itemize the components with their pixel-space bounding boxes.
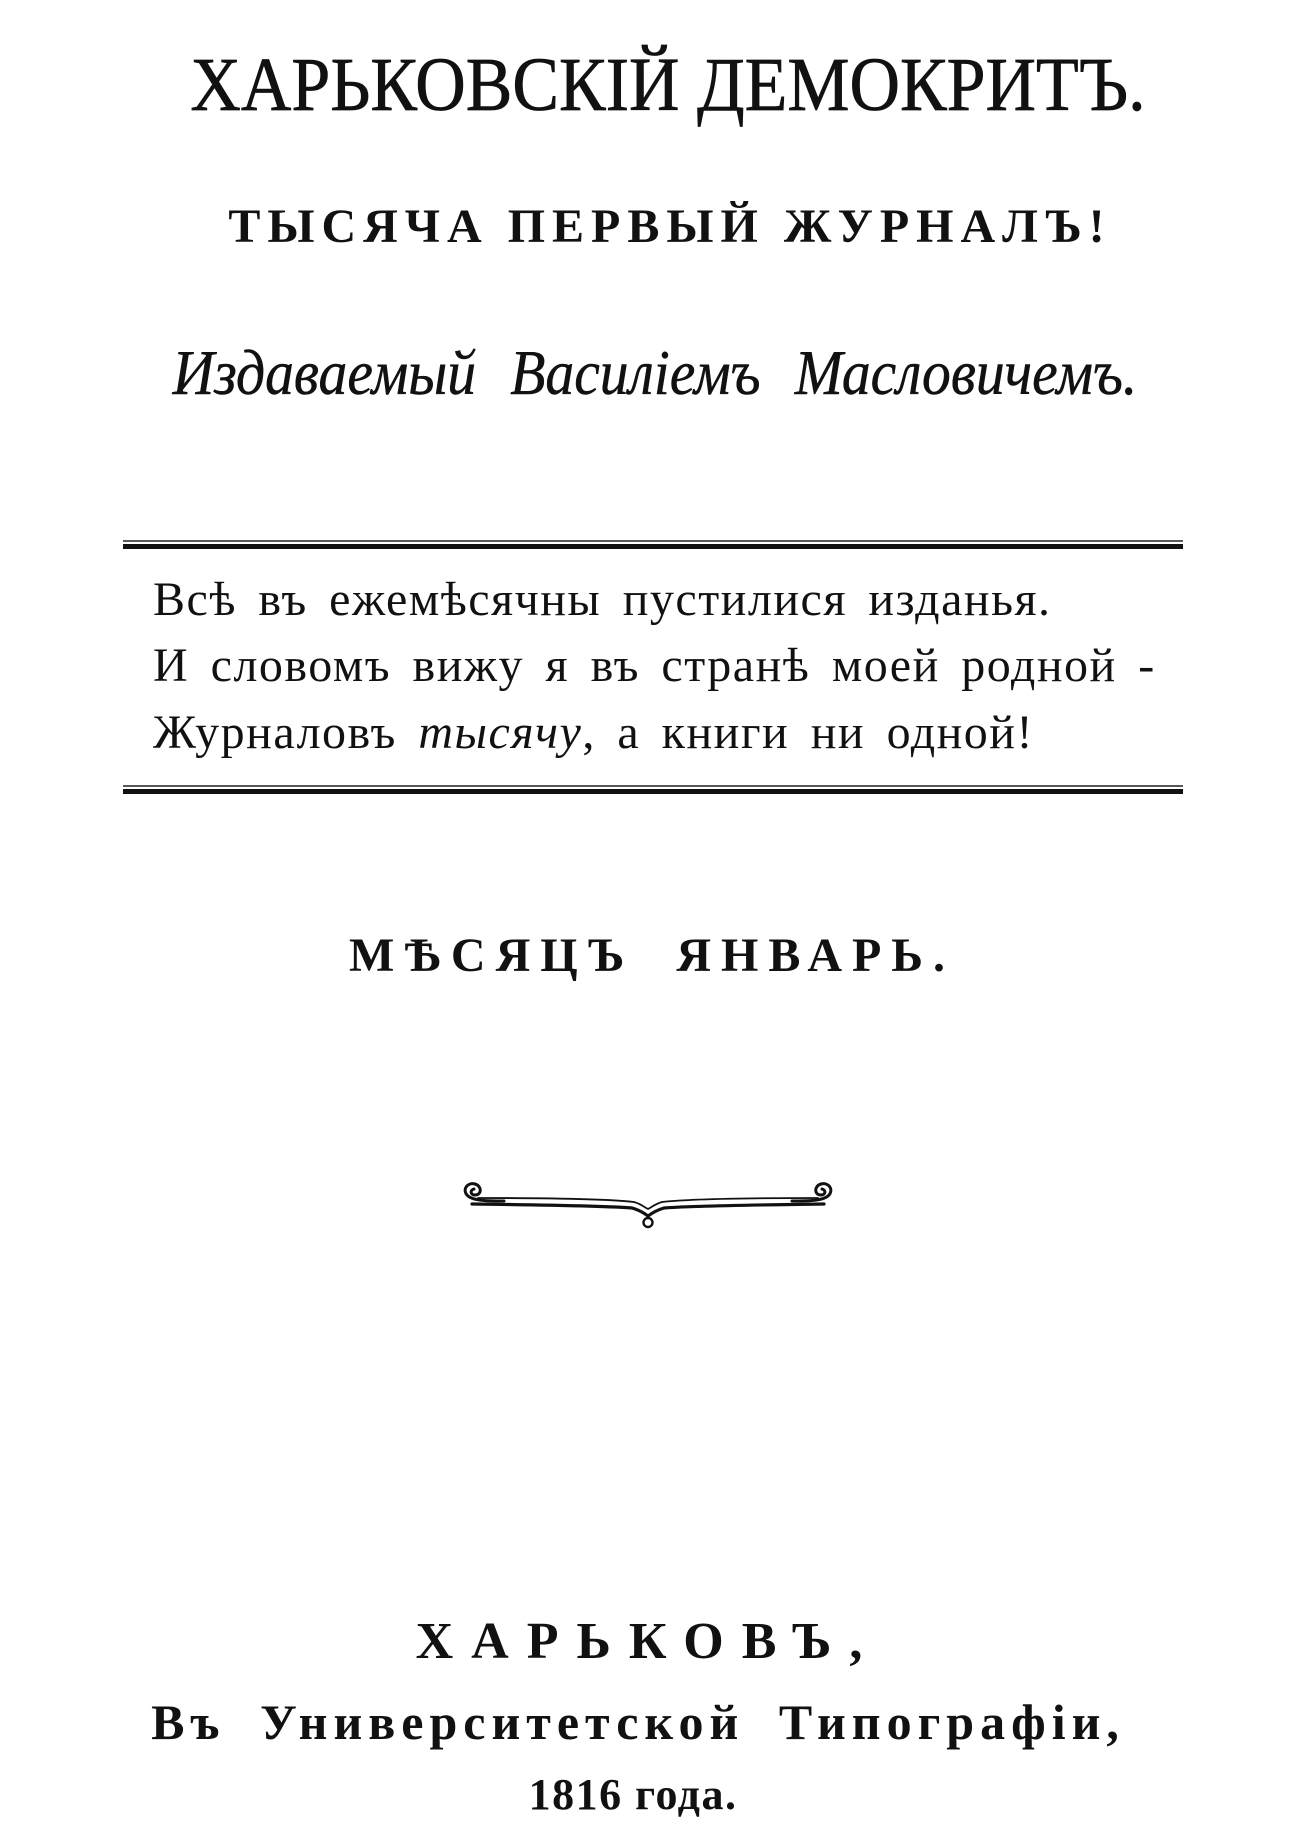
imprint-year: 1816 года. <box>528 1770 738 1819</box>
journal-title: ХАРЬКОВСКІЙ ДЕМОКРИТЪ. <box>190 43 1146 127</box>
imprint-city: ХАРЬКОВЪ, <box>415 1613 881 1670</box>
scroll-ornament-icon <box>458 1178 838 1230</box>
epigraph-line <box>153 706 1034 759</box>
epigraph-line: И словомъ вижу я въ странѣ моей родной - <box>153 639 1156 692</box>
issue-month: МѢСЯЦЪ ЯНВАРЬ. <box>348 929 956 982</box>
top-rule <box>123 544 1183 549</box>
epigraph-line: Всѣ въ ежемѣсячны пустилися изданья. <box>153 573 1052 626</box>
publisher-line: Издаваемый Василіемъ Масловичемъ. <box>172 337 1138 408</box>
top-rule-thin <box>123 540 1183 542</box>
bottom-rule-thin <box>123 785 1183 787</box>
bottom-rule <box>123 789 1183 794</box>
epigraph-text: Журналовъ <box>153 706 419 759</box>
imprint-press: Въ Университетской Типографіи, <box>151 1694 1125 1750</box>
journal-subtitle: ТЫСЯЧА ПЕРВЫЙ ЖУРНАЛЪ! <box>228 200 1112 253</box>
epigraph-emphasis: тысячу <box>418 706 583 759</box>
epigraph-text: , а книги ни одной! <box>582 706 1034 759</box>
